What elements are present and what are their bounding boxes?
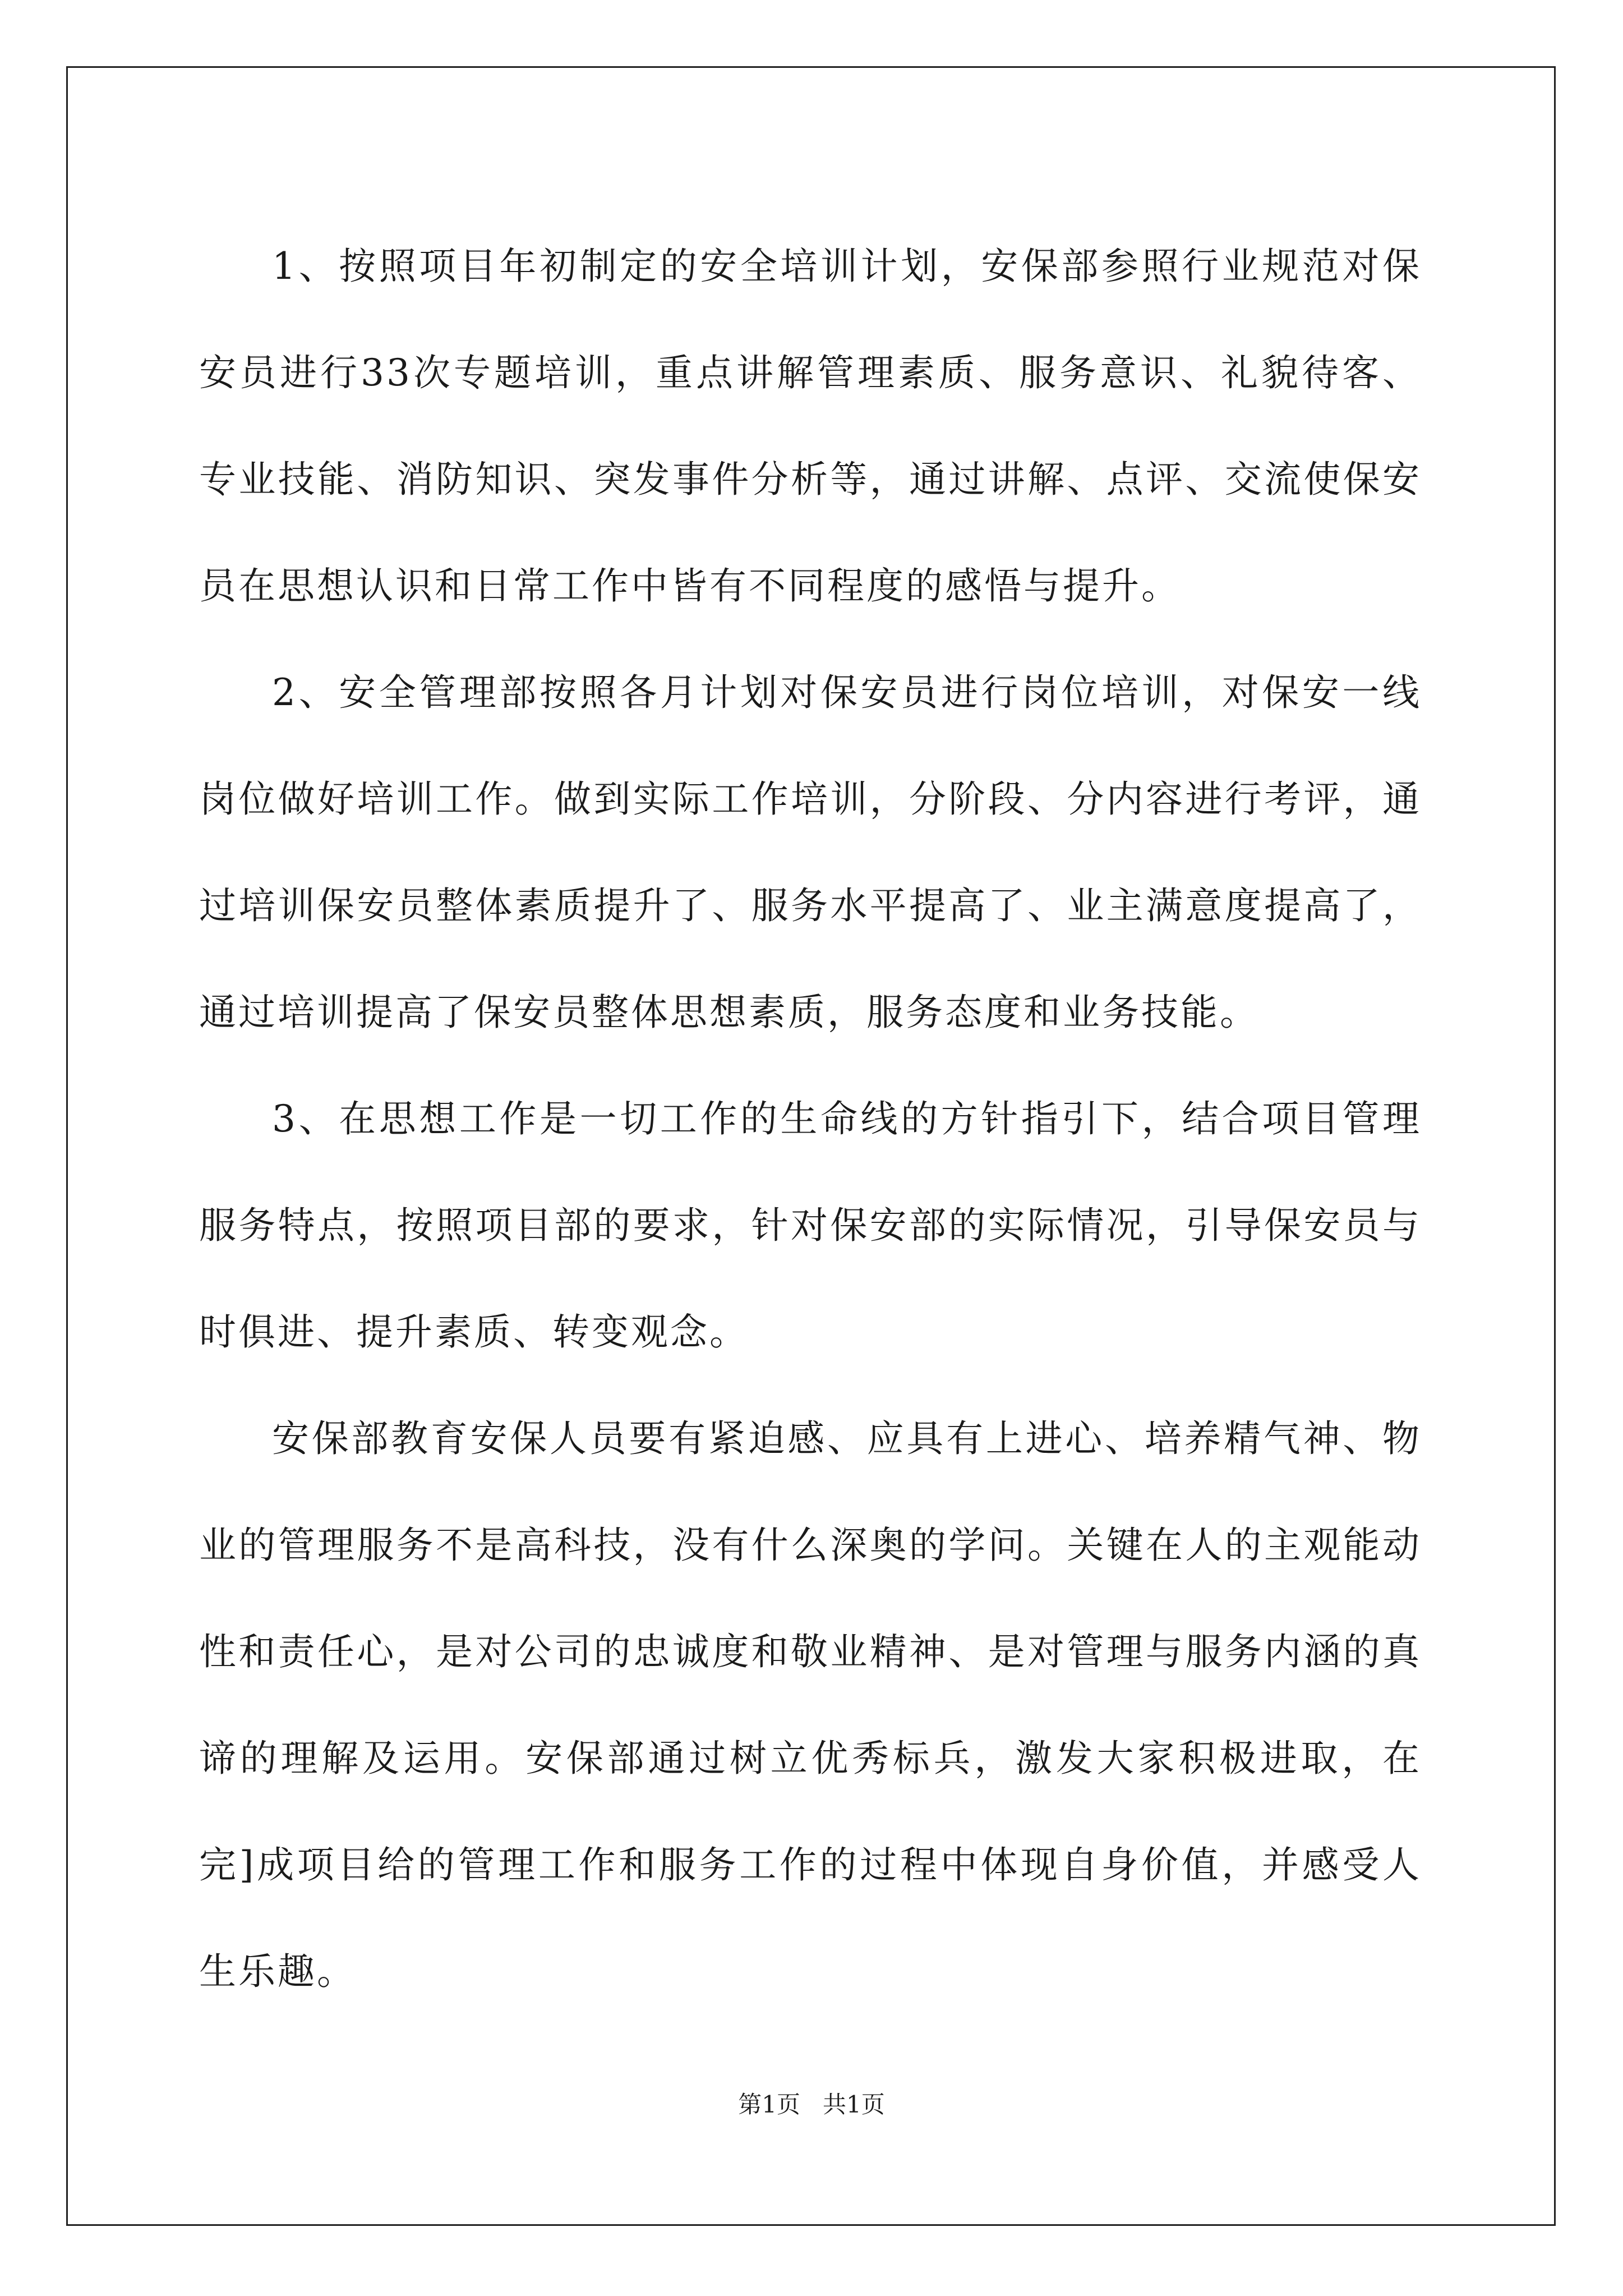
page-footer <box>0 2088 1623 2122</box>
page-number: 第1页 <box>738 2091 800 2118</box>
paragraph-1: 1、按照项目年初制定的安全培训计划，安保部参照行业规范对保安员进行33次专题培训，重点讲解管理素质、服务意识、礼貌待客、专业技能、消防知识、突发事件分析等，通过讲解、点评、交流使保安员在思想认识和日常工作中皆有不同程度的感悟与提升。 <box>199 245 1422 608</box>
document-body <box>199 213 1422 2025</box>
paragraph-3: 3、在思想工作是一切工作的生命线的方针指引下，结合项目管理服务特点，按照项目部的要求，针对保安部的实际情况，引导保安员与时俱进、提升素质、转变观念。 <box>199 1097 1422 1354</box>
page-total: 共1页 <box>823 2091 885 2118</box>
paragraph-4: 安保部教育安保人员要有紧迫感、应具有上进心、培养精气神、物业的管理服务不是高科技，没有什么深奥的学问。关键在人的主观能动性和责任心，是对公司的忠诚度和敬业精神、是对管理与服务内涵的真谛的理解及运用。安保部通过树立优秀标兵，激发大家积极进取，在完]成项目给的管理工作和服务工作的过程中体现自身价值，并感受人生乐趣。 <box>199 1417 1422 1993</box>
paragraph-2: 2、安全管理部按照各月计划对保安员进行岗位培训，对保安一线岗位做好培训工作。做到实际工作培训，分阶段、分内容进行考评，通过培训保安员整体素质提升了、服务水平提高了、业主满意度提高了，通过培训提高了保安员整体思想素质，服务态度和业务技能。 <box>199 671 1422 1034</box>
